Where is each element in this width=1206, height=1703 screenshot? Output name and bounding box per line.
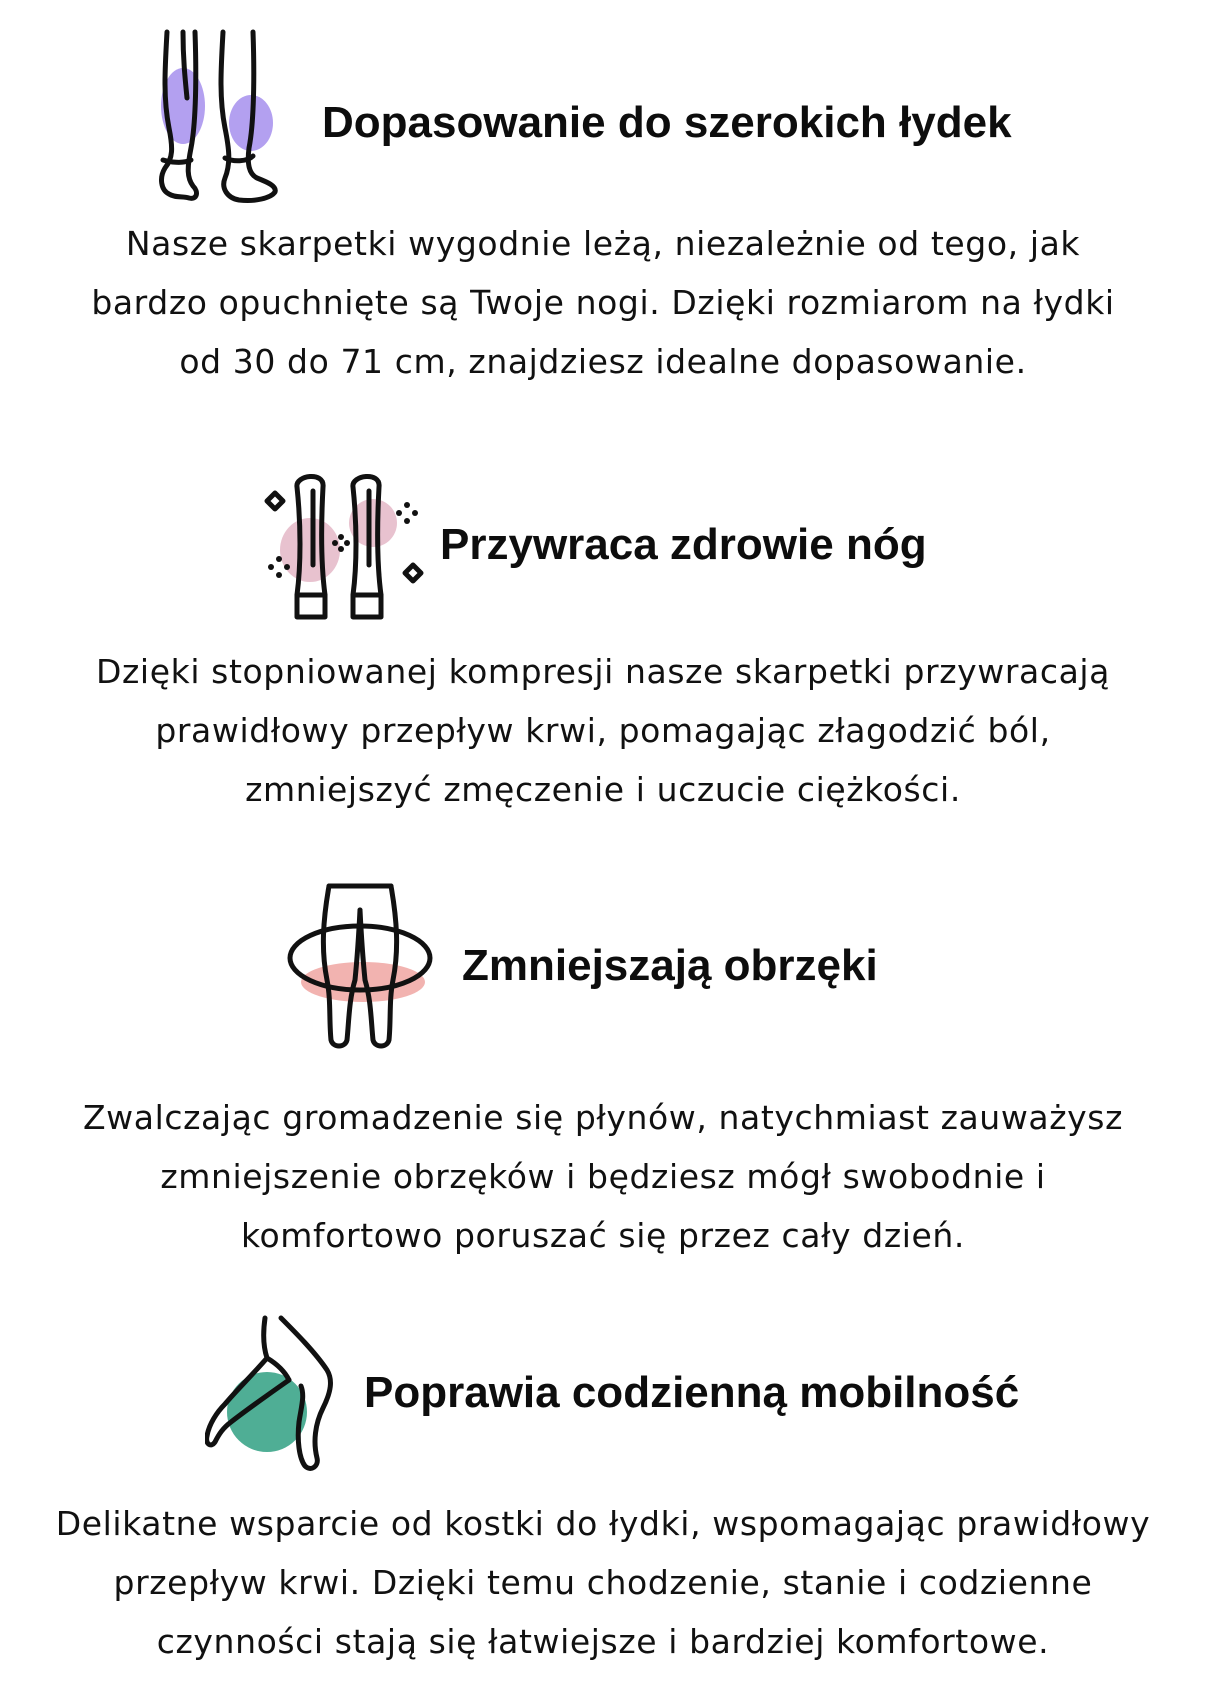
feature-description — [0, 214, 1206, 391]
feature-description — [0, 642, 1206, 819]
feature-title: Dopasowanie do szerokich łydek — [322, 98, 1012, 147]
description-line: bardzo opuchnięte są Twoje nogi. Dzięki rozmiarom na łydki — [91, 283, 1115, 322]
feature-description — [0, 1088, 1206, 1265]
description-line: zmniejszenie obrzęków i będziesz mógł swobodnie i — [160, 1157, 1046, 1196]
healthy-legs-sparkle-icon — [255, 465, 425, 625]
feature-title: Przywraca zdrowie nóg — [440, 520, 927, 569]
feature-title: Poprawia codzienną mobilność — [364, 1368, 1020, 1417]
description-line: Zwalczając gromadzenie się płynów, natychmiast zauważysz — [82, 1098, 1124, 1137]
description-line: prawidłowy przepływ krwi, pomagając złagodzić ból, — [155, 711, 1051, 750]
walking-legs-icon — [205, 1312, 355, 1477]
feature-description — [0, 1494, 1206, 1671]
description-line: Dzięki stopniowanej kompresji nasze skarpetki przywracają — [96, 652, 1110, 691]
description-line: od 30 do 71 cm, znajdziesz idealne dopasowanie. — [179, 342, 1027, 381]
swelling-legs-ring-icon — [285, 880, 435, 1055]
feature-title: Zmniejszają obrzęki — [462, 941, 878, 990]
wide-calves-legs-icon — [155, 28, 295, 208]
description-line: Nasze skarpetki wygodnie leżą, niezależnie od tego, jak — [125, 224, 1081, 263]
description-line: komfortowo poruszać się przez cały dzień. — [240, 1216, 966, 1255]
description-line: zmniejszyć zmęczenie i uczucie ciężkości. — [245, 770, 961, 809]
description-line: czynności stają się łatwiejsze i bardziej komfortowe. — [156, 1622, 1050, 1661]
description-line: Delikatne wsparcie od kostki do łydki, wspomagając prawidłowy — [55, 1504, 1151, 1543]
description-line: przepływ krwi. Dzięki temu chodzenie, stanie i codzienne — [113, 1563, 1093, 1602]
